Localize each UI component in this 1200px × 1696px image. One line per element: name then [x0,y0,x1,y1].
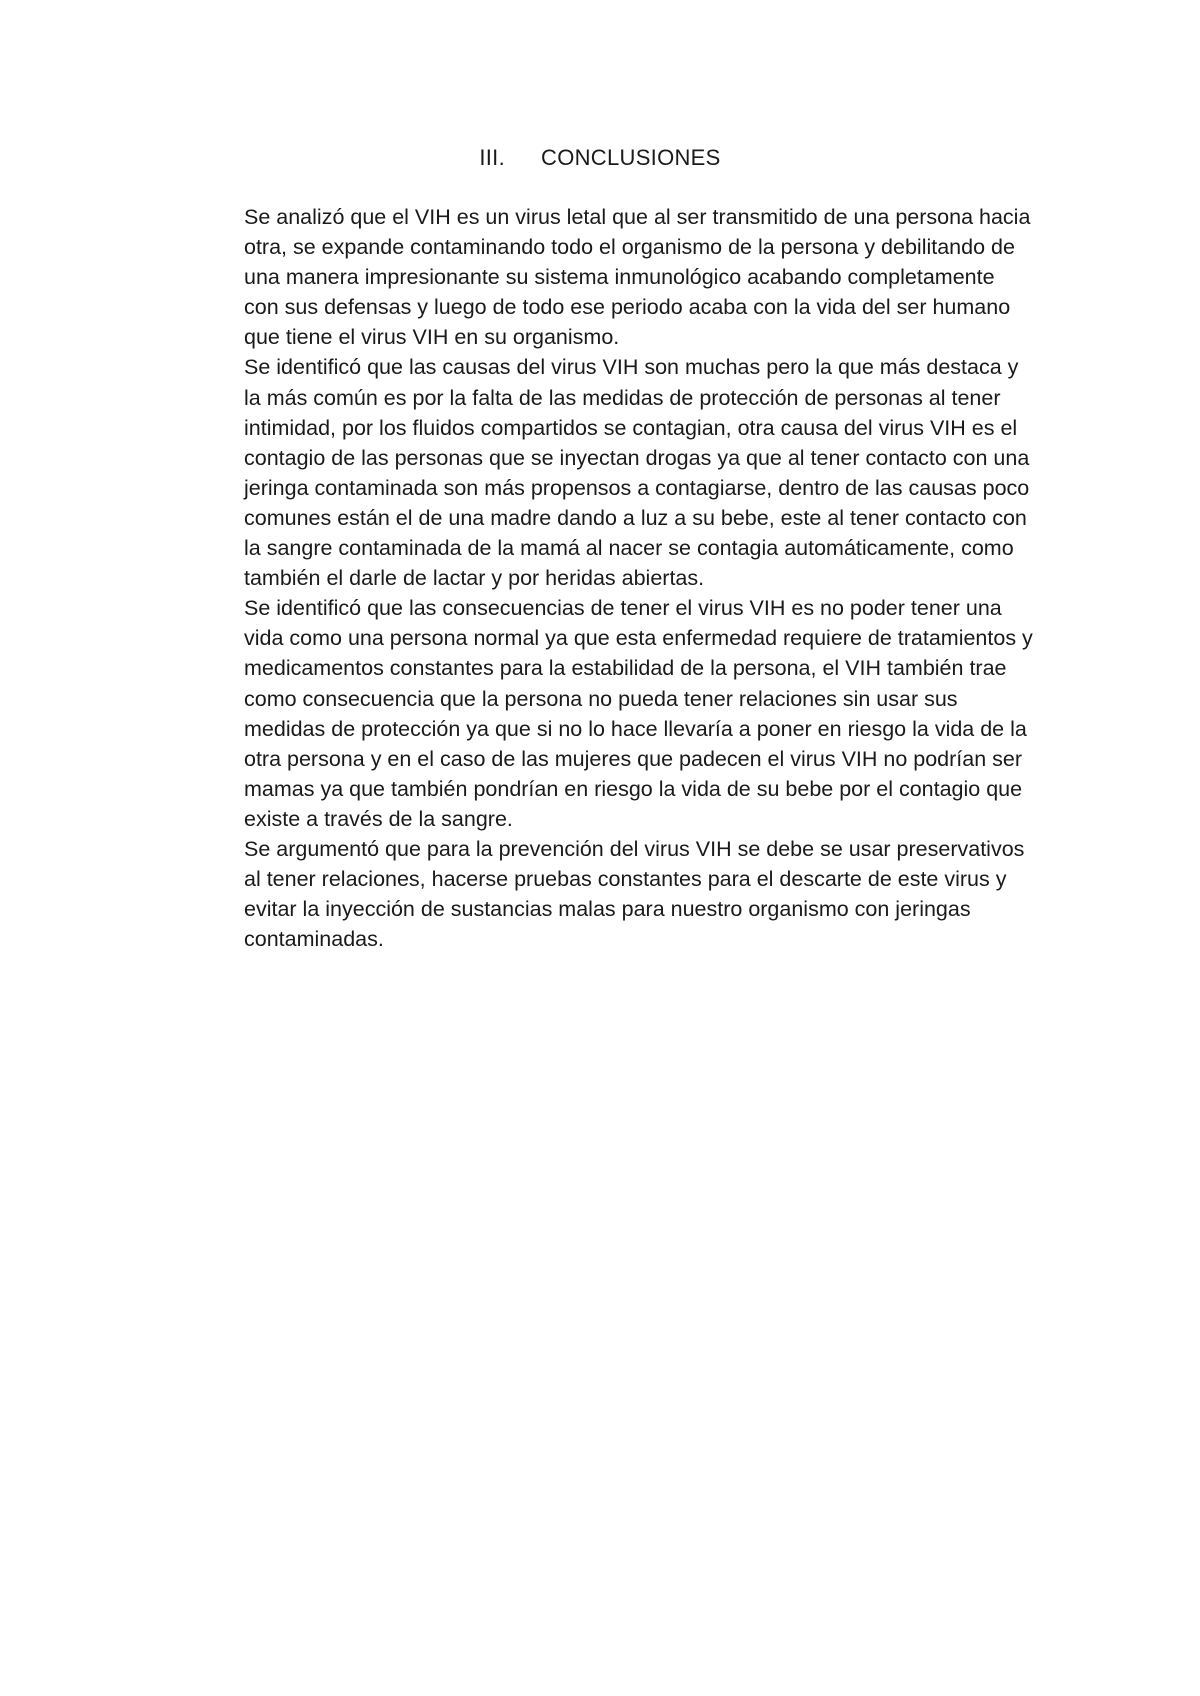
paragraph-4: Se argumentó que para la prevención del virus VIH se debe se usar preservativos al tener relaciones, hacerse pruebas constantes para el descarte de este virus y evitar la inyección de sustancias malas para nuestro organismo con jeringas contaminadas. [244,836,1025,952]
section-heading [0,143,1200,173]
paragraph-2: Se identificó que las causas del virus VIH son muchas pero la que más destaca y la más común es por la falta de las medidas de protección de personas al tener intimidad, por los fluidos compartidos se contagian, otra causa del virus VIH es el contagio de las personas que se inyectan drogas ya que al tener contacto con una jeringa contaminada son más propensos a contagiarse, dentro de las causas poco comunes están el de una madre dando a luz a su bebe, este al tener contacto con la sangre contaminada de la mamá al nacer se contagia automáticamente, como también el darle de lactar y por heridas abiertas. [244,355,1030,591]
conclusions-body [244,202,1034,954]
section-number: III. [479,145,505,170]
paragraph-1: Se analizó que el VIH es un virus letal que al ser transmitido de una persona hacia otra, se expande contaminando todo el organismo de la persona y debilitando de una manera impresionante su sistema inmunológico acabando completamente con sus defensas y luego de todo ese periodo acaba con la vida del ser humano que tiene el virus VIH en su organismo. [244,205,1031,350]
paragraph-3: Se identificó que las consecuencias de tener el virus VIH es no poder tener una vida como una persona normal ya que esta enfermedad requiere de tratamientos y medicamentos constantes para la estabilidad de la persona, el VIH también trae como consecuencia que la persona no pueda tener relaciones sin usar sus medidas de protección ya que si no lo hace llevaría a poner en riesgo la vida de la otra persona y en el caso de las mujeres que padecen el virus VIH no podrían ser mamas ya que también pondrían en riesgo la vida de su bebe por el contagio que existe a través de la sangre. [244,596,1033,831]
section-title: CONCLUSIONES [541,145,721,170]
